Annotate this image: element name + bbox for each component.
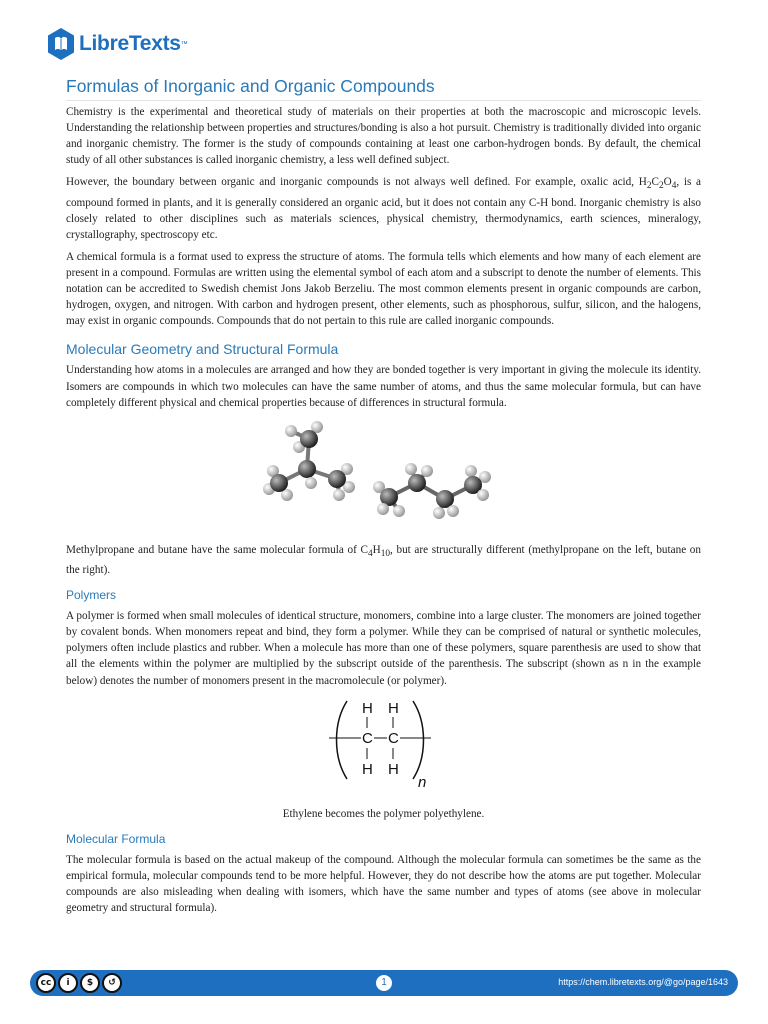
subscript-n: n (417, 773, 426, 791)
hydrogen-label: H (387, 699, 399, 717)
brand-name: LibreTexts (79, 32, 181, 55)
text-run: Methylpropane and butane have the same molecular formula of C (66, 543, 368, 556)
intro-paragraph-2 (66, 174, 701, 243)
molecular-formula-heading: Molecular Formula (66, 831, 166, 846)
intro-paragraph-1: Chemistry is the experimental and theoretical study of materials on their properties at both the macroscopic and microscopic levels. Understanding the relationship between properties and structures/bonding is also a hot pursuit. Chemistry is traditionally divided into organic and inorganic chemistry. The former is the study of compounds containing at least one carbon-hydrogen bonds. By default, the chemical study of all other substances is called inorganic chemistry, a less well defined subject. (66, 106, 701, 167)
polyethylene-formula-figure (66, 697, 701, 798)
molecular-formula-paragraph: The molecular formula is based on the actual makeup of the compound. Although the molecular formula can sometimes be the same as the empirical formula, molecular compounds tend to be more helpful. However, they do not describe how the atoms are put together. Molecular compounds are also misleading when dealing with isomers, which have the same number and types of atoms (see above in molecular geometry and structural formula). (66, 853, 701, 914)
subscript: 4 (367, 548, 373, 559)
polymers-heading: Polymers (66, 588, 117, 603)
subscript: 4 (671, 181, 677, 192)
text-run: H (372, 543, 381, 556)
polyethylene-structural-formula (329, 697, 439, 793)
libretexts-hex-icon (46, 27, 76, 61)
cc-icon: cc (36, 973, 56, 993)
brand-tm: ™ (180, 40, 188, 48)
page-url-link[interactable]: https://chem.libretexts.org/@go/page/1643 (558, 977, 728, 987)
sa-icon: ↺ (102, 973, 122, 993)
polymer-caption: Ethylene becomes the polymer polyethylene. (282, 807, 485, 820)
hydrogen-label: H (361, 760, 373, 778)
hydrogen-label: H (361, 699, 373, 717)
geometry-heading: Molecular Geometry and Structural Formula (66, 341, 339, 358)
text-run: However, the boundary between organic and inorganic compounds is not always well defined. For example, oxalic acid, H (66, 176, 647, 189)
molecule-models-figure (66, 419, 701, 534)
text-run: C (651, 176, 659, 189)
text-run: , but are structurally different (methylpropane on the left, butane on the right). (66, 543, 701, 577)
subscript: 2 (646, 181, 652, 192)
carbon-label: C (387, 729, 399, 747)
methylpropane-butane-models (259, 419, 509, 529)
intro-paragraph-3: A chemical formula is a format used to express the structure of atoms. The formula tells which elements and how many of each element are present in a compound. Formulas are written using the elemental symbol of each atom and a subscript to denote the number of elements. This notation can be accredited to Swedish chemist Jons Jakob Berzeliu. The most common elements present in organic compounds are carbon, hydrogen, oxygen, and nitrogen. With carbon and hydrogen present, other elements, such as phosphorous, sulfur, silicon, and the halogens, may exist in organic compounds. Compounds that do not pertain to this rule are called inorganic compounds. (66, 250, 701, 328)
polymers-paragraph: A polymer is formed when small molecules of identical structure, monomers, combine into a large cluster. The monomers are joined together by covalent bonds. When monomers repeat and bind, they form a polymer. While they can be comprised of natural or synthetic molecules, polymers often include plastics and rubber. When a molecule has more than one of these polymers, square parenthesis are used to show that all the elements within the polymer are multiplied by the subscript outside of the parenthesis. The subscript (shown as n in the example below) denotes the number of monomers present in the macromolecule (or polymer). (66, 610, 701, 687)
cc-license-badge[interactable] (36, 973, 122, 993)
page-number: 1 (376, 975, 392, 991)
carbon-label: C (361, 729, 373, 747)
article (66, 76, 701, 922)
subscript: 10 (380, 548, 391, 559)
text-run: O (663, 176, 672, 189)
libretexts-logo[interactable] (46, 26, 188, 62)
footer-bar (30, 970, 738, 996)
geometry-caption (66, 542, 701, 578)
text-run: , is a compound formed in plants, and it is generally considered an organic acid, but it does not contain any C-H bond. Inorganic chemistry is also closely related to other disciplines such as materials sciences, physical chemistry, thermodynamics, earth sciences, mineralogy, crystallography, spectroscopy etc. (66, 176, 701, 241)
by-icon: i (58, 973, 78, 993)
subscript: 2 (658, 181, 664, 192)
hydrogen-label: H (387, 760, 399, 778)
nc-icon: $ (80, 973, 100, 993)
page-title: Formulas of Inorganic and Organic Compounds (66, 76, 701, 101)
geometry-paragraph: Understanding how atoms in a molecules are arranged and how they are bonded together is very important in giving the molecule its identity. Isomers are compounds in which two molecules can have the same number of atoms, and thus the same molecular formula, but can have completely different physical and chemical properties because of differences in structural formula. (66, 364, 701, 409)
